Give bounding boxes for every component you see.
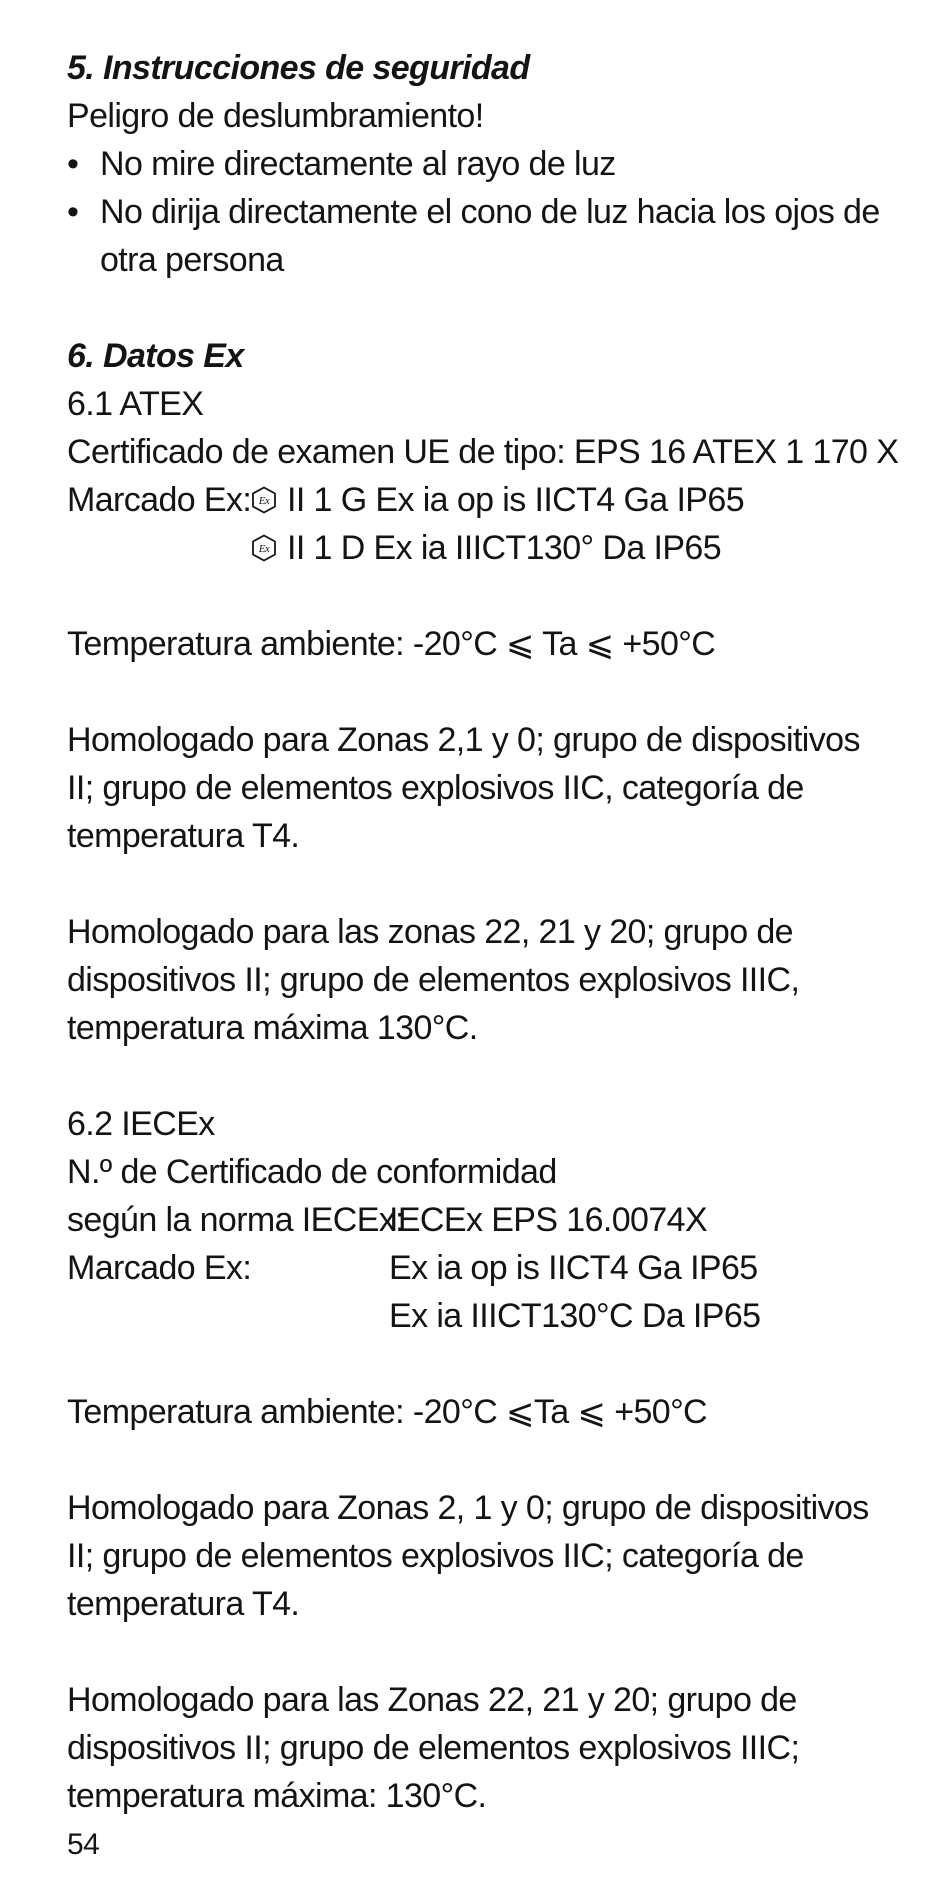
safety-bullet-2-text-line1: No dirija directamente el cono de luz hacia los ojos de xyxy=(100,193,880,231)
spacer xyxy=(67,1340,927,1388)
section-6-heading: 6. Datos Ex xyxy=(67,337,244,375)
section-5-heading: 5. Instrucciones de seguridad xyxy=(67,49,530,87)
glare-warning: Peligro de deslumbramiento! xyxy=(67,97,484,135)
atex-zones-gas-line1: Homologado para Zonas 2,1 y 0; grupo de dispositivos xyxy=(67,721,860,759)
atex-marking-gas: II 1 G Ex ia op is IICT4 Ga IP65 xyxy=(287,481,744,519)
atex-ambient-temperature: Temperatura ambiente: -20°C ⩽ Ta ⩽ +50°C xyxy=(67,625,716,663)
atex-zones-gas-line2: II; grupo de elementos explosivos IIC, categoría de xyxy=(67,769,804,807)
page-number: 54 xyxy=(67,1828,100,1861)
spacer xyxy=(67,284,927,332)
bullet-marker: • xyxy=(67,193,79,231)
atex-zones-dust-line2: dispositivos II; grupo de elementos explosivos IIIC, xyxy=(67,961,800,999)
atex-marking-label: Marcado Ex: xyxy=(67,481,252,519)
safety-bullet-1 xyxy=(67,140,927,188)
iecex-marking-gas: Ex ia op is IICT4 Ga IP65 xyxy=(389,1249,758,1287)
iecex-zones-gas-line1: Homologado para Zonas 2, 1 y 0; grupo de dispositivos xyxy=(67,1489,869,1527)
iecex-marking-dust-row xyxy=(67,1292,927,1340)
iecex-zones-dust-line2: dispositivos II; grupo de elementos explosivos IIIC; xyxy=(67,1729,800,1767)
atex-marking-dust: II 1 D Ex ia IIICT130° Da IP65 xyxy=(287,529,722,567)
bullet-marker: • xyxy=(67,145,79,183)
manual-page xyxy=(67,44,927,1820)
iecex-cert-label-line2: según la norma IECEx: xyxy=(67,1201,405,1239)
safety-bullet-2-text-line2: otra persona xyxy=(100,241,284,279)
spacer xyxy=(67,1436,927,1484)
iecex-marking-dust: Ex ia IIICT130°C Da IP65 xyxy=(389,1297,761,1335)
safety-bullet-1-text: No mire directamente al rayo de luz xyxy=(100,145,616,183)
iecex-ambient-temperature: Temperatura ambiente: -20°C ⩽Ta ⩽ +50°C xyxy=(67,1393,708,1431)
safety-bullet-2 xyxy=(67,188,927,236)
ex-hexagon-icon xyxy=(250,486,278,514)
iecex-cert-label-line1: N.º de Certificado de conformidad xyxy=(67,1153,557,1191)
ex-hexagon-icon xyxy=(250,534,278,562)
iecex-zones-dust-line3: temperatura máxima: 130°C. xyxy=(67,1777,487,1815)
spacer xyxy=(67,572,927,620)
iecex-cert-row xyxy=(67,1196,927,1244)
atex-zones-dust-line3: temperatura máxima 130°C. xyxy=(67,1009,478,1047)
atex-zones-dust-line1: Homologado para las zonas 22, 21 y 20; grupo de xyxy=(67,913,793,951)
spacer xyxy=(67,1628,927,1676)
atex-heading: 6.1 ATEX xyxy=(67,385,204,423)
iecex-zones-gas-line3: temperatura T4. xyxy=(67,1585,300,1623)
iecex-marking-label: Marcado Ex: xyxy=(67,1249,252,1287)
iecex-heading: 6.2 IECEx xyxy=(67,1105,215,1143)
iecex-marking-gas-row xyxy=(67,1244,927,1292)
iecex-zones-dust-line1: Homologado para las Zonas 22, 21 y 20; grupo de xyxy=(67,1681,797,1719)
iecex-cert-value: IECEx EPS 16.0074X xyxy=(389,1201,708,1239)
atex-marking-dust-row xyxy=(67,524,927,572)
spacer xyxy=(67,1052,927,1100)
svg-text:Ex: Ex xyxy=(258,495,270,507)
svg-text:Ex: Ex xyxy=(258,543,270,555)
atex-certificate: Certificado de examen UE de tipo: EPS 16 ATEX 1 170 X xyxy=(67,433,899,471)
atex-marking-gas-row xyxy=(67,476,927,524)
spacer xyxy=(67,668,927,716)
iecex-zones-gas-line2: II; grupo de elementos explosivos IIC; categoría de xyxy=(67,1537,804,1575)
atex-zones-gas-line3: temperatura T4. xyxy=(67,817,300,855)
spacer xyxy=(67,860,927,908)
